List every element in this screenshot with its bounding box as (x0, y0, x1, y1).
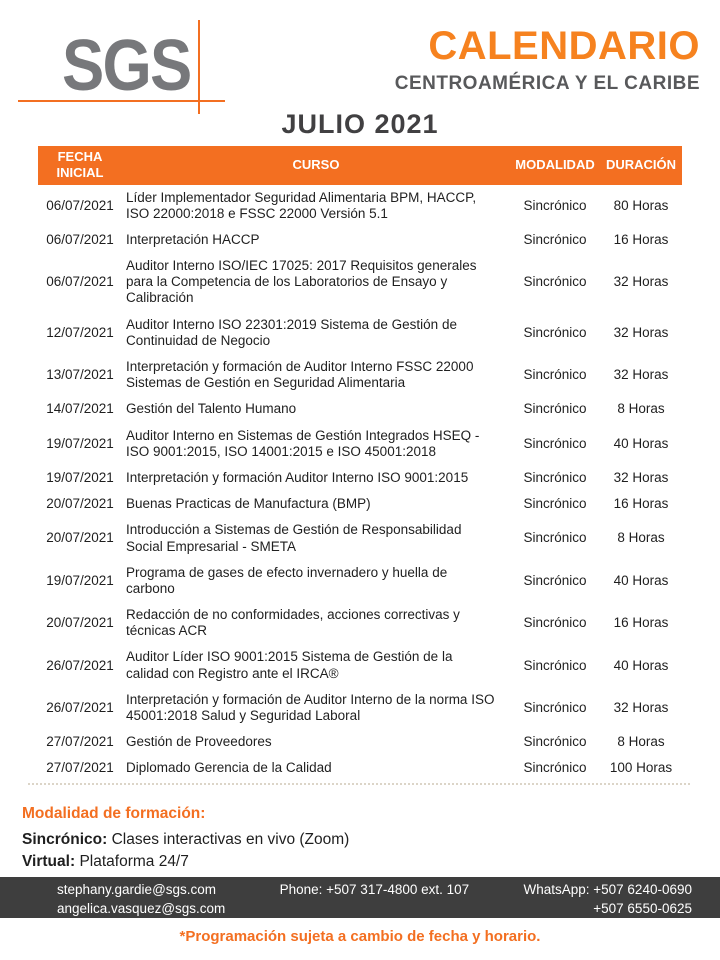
cell-modality: Sincrónico (523, 760, 587, 776)
cell-modality: Sincrónico (523, 324, 587, 340)
cell-date: 14/07/2021 (46, 401, 114, 417)
contact-phone: Phone: +507 317-4800 ext. 107 (279, 882, 470, 897)
cell-date: 20/07/2021 (46, 615, 114, 631)
sgs-logo (18, 16, 230, 116)
cell-course: Interpretación y formación Auditor Interno ISO 9001:2015 (126, 469, 469, 485)
cell-date: 27/07/2021 (46, 760, 114, 776)
cell-modality: Sincrónico (523, 530, 587, 546)
modality-item-virtual (22, 851, 349, 873)
cell-course: Gestión de Proveedores (126, 734, 272, 750)
whatsapp-line (523, 880, 692, 899)
cell-modality: Sincrónico (523, 401, 587, 417)
course-row (38, 423, 682, 465)
course-row (38, 602, 682, 644)
cell-modality: Sincrónico (523, 197, 587, 213)
logo-text: SGS (62, 26, 191, 106)
whatsapp-number: +507 6240-0690 (593, 882, 692, 897)
modality-item-text: Plataforma 24/7 (79, 853, 189, 870)
modality-item-text: Clases interactivas en vivo (Zoom) (111, 831, 350, 848)
cell-modality: Sincrónico (523, 734, 587, 750)
table-header-row (38, 146, 682, 185)
cell-modality: Sincrónico (523, 231, 587, 247)
cell-duration: 40 Horas (613, 572, 669, 588)
course-row (38, 253, 682, 312)
cell-modality: Sincrónico (523, 615, 587, 631)
course-row (38, 465, 682, 491)
cell-duration: 80 Horas (613, 197, 669, 213)
cell-course: Interpretación y formación de Auditor Interno FSSC 22000 Sistemas de Gestión en Seguridad Alimentaria (126, 359, 474, 391)
cell-date: 06/07/2021 (46, 197, 114, 213)
cell-duration: 16 Horas (613, 615, 669, 631)
cell-date: 06/07/2021 (46, 231, 114, 247)
cell-course: Redacción de no conformidades, acciones correctivas y técnicas ACR (126, 607, 460, 639)
modality-item-label: Sincrónico: (22, 831, 108, 848)
cell-duration: 8 Horas (617, 401, 665, 417)
course-row (38, 354, 682, 396)
cell-course: Gestión del Talento Humano (126, 401, 297, 417)
column-header-duracion: DURACIÓN (600, 146, 682, 185)
cell-course: Líder Implementador Seguridad Alimentaria BPM, HACCP, ISO 22000:2018 e FSSC 22000 Versión 5.1 (126, 189, 477, 221)
cell-date: 20/07/2021 (46, 530, 114, 546)
cell-duration: 16 Horas (613, 496, 669, 512)
course-row (38, 185, 682, 227)
cell-modality: Sincrónico (523, 699, 587, 715)
course-row (38, 491, 682, 517)
cell-course: Interpretación HACCP (126, 231, 260, 247)
cell-course: Diplomado Gerencia de la Calidad (126, 760, 332, 776)
disclaimer-note: *Programación sujeta a cambio de fecha y horario. (179, 928, 541, 945)
column-header-fecha: FECHA INICIAL (38, 146, 122, 185)
dotted-separator (28, 783, 690, 785)
cell-modality: Sincrónico (523, 435, 587, 451)
column-header-curso: CURSO (122, 146, 510, 185)
cell-course: Interpretación y formación de Auditor Interno de la norma ISO 45001:2018 Salud y Seguridad Laboral (126, 691, 495, 723)
modality-heading: Modalidad de formación: (22, 805, 206, 822)
cell-duration: 8 Horas (617, 530, 665, 546)
cell-course: Buenas Practicas de Manufactura (BMP) (126, 496, 371, 512)
cell-course: Introducción a Sistemas de Gestión de Responsabilidad Social Empresarial - SMETA (126, 522, 462, 554)
modality-info (22, 803, 349, 873)
course-row (38, 396, 682, 422)
cell-duration: 40 Horas (613, 435, 669, 451)
cell-modality: Sincrónico (523, 367, 587, 383)
course-row (38, 560, 682, 602)
page-title: CALENDARIO (428, 24, 700, 68)
cell-date: 19/07/2021 (46, 469, 114, 485)
cell-course: Auditor Interno ISO/IEC 17025: 2017 Requisitos generales para la Competencia de los Laboratorios de Ensayo y Calibración (126, 258, 477, 306)
contact-emails (57, 880, 225, 918)
cell-duration: 32 Horas (613, 699, 669, 715)
cell-modality: Sincrónico (523, 274, 587, 290)
cell-modality: Sincrónico (523, 469, 587, 485)
cell-date: 27/07/2021 (46, 734, 114, 750)
page-subtitle: CENTROAMÉRICA Y EL CARIBE (394, 73, 700, 94)
header-titles (395, 24, 700, 95)
course-row (38, 227, 682, 253)
table-header (38, 146, 682, 185)
table-body (38, 185, 682, 782)
month-title: JULIO 2021 (281, 109, 439, 139)
cell-date: 06/07/2021 (46, 274, 114, 290)
cell-date: 26/07/2021 (46, 699, 114, 715)
email-address: stephany.gardie@sgs.com (57, 882, 217, 897)
cell-duration: 100 Horas (609, 760, 673, 776)
logo-vertical-line (198, 20, 200, 114)
cell-date: 19/07/2021 (46, 572, 114, 588)
cell-date: 20/07/2021 (46, 496, 114, 512)
course-row (38, 729, 682, 755)
cell-duration: 32 Horas (613, 469, 669, 485)
modality-item-label: Virtual: (22, 853, 76, 870)
cell-course: Auditor Líder ISO 9001:2015 Sistema de Gestión de la calidad con Registro ante el IRCA® (126, 649, 453, 681)
course-row (38, 644, 682, 686)
cell-modality: Sincrónico (523, 496, 587, 512)
courses-table (38, 146, 682, 782)
email-address: angelica.vasquez@sgs.com (57, 901, 226, 916)
contact-bar (0, 877, 720, 918)
cell-duration: 40 Horas (613, 657, 669, 673)
course-row (38, 517, 682, 559)
cell-course: Auditor Interno en Sistemas de Gestión Integrados HSEQ - ISO 9001:2015, ISO 14001:2015 e ISO 45001:2018 (126, 427, 480, 459)
course-row (38, 687, 682, 729)
cell-duration: 32 Horas (613, 274, 669, 290)
course-row (38, 755, 682, 781)
cell-duration: 32 Horas (613, 324, 669, 340)
column-header-modalidad: MODALIDAD (510, 146, 600, 185)
cell-modality: Sincrónico (523, 572, 587, 588)
cell-date: 19/07/2021 (46, 435, 114, 451)
whatsapp-number: +507 6550-0625 (593, 901, 692, 916)
cell-duration: 32 Horas (613, 367, 669, 383)
course-row (38, 312, 682, 354)
cell-modality: Sincrónico (523, 657, 587, 673)
whatsapp-label: WhatsApp: (523, 882, 590, 897)
cell-course: Auditor Interno ISO 22301:2019 Sistema de Gestión de Continuidad de Negocio (126, 316, 457, 348)
cell-duration: 8 Horas (617, 734, 665, 750)
contact-whatsapp (523, 880, 692, 918)
cell-date: 26/07/2021 (46, 657, 114, 673)
cell-course: Programa de gases de efecto invernadero y huella de carbono (126, 564, 448, 596)
cell-duration: 16 Horas (613, 231, 669, 247)
cell-date: 12/07/2021 (46, 324, 114, 340)
cell-date: 13/07/2021 (46, 367, 114, 383)
modality-item-sincronico (22, 829, 349, 851)
